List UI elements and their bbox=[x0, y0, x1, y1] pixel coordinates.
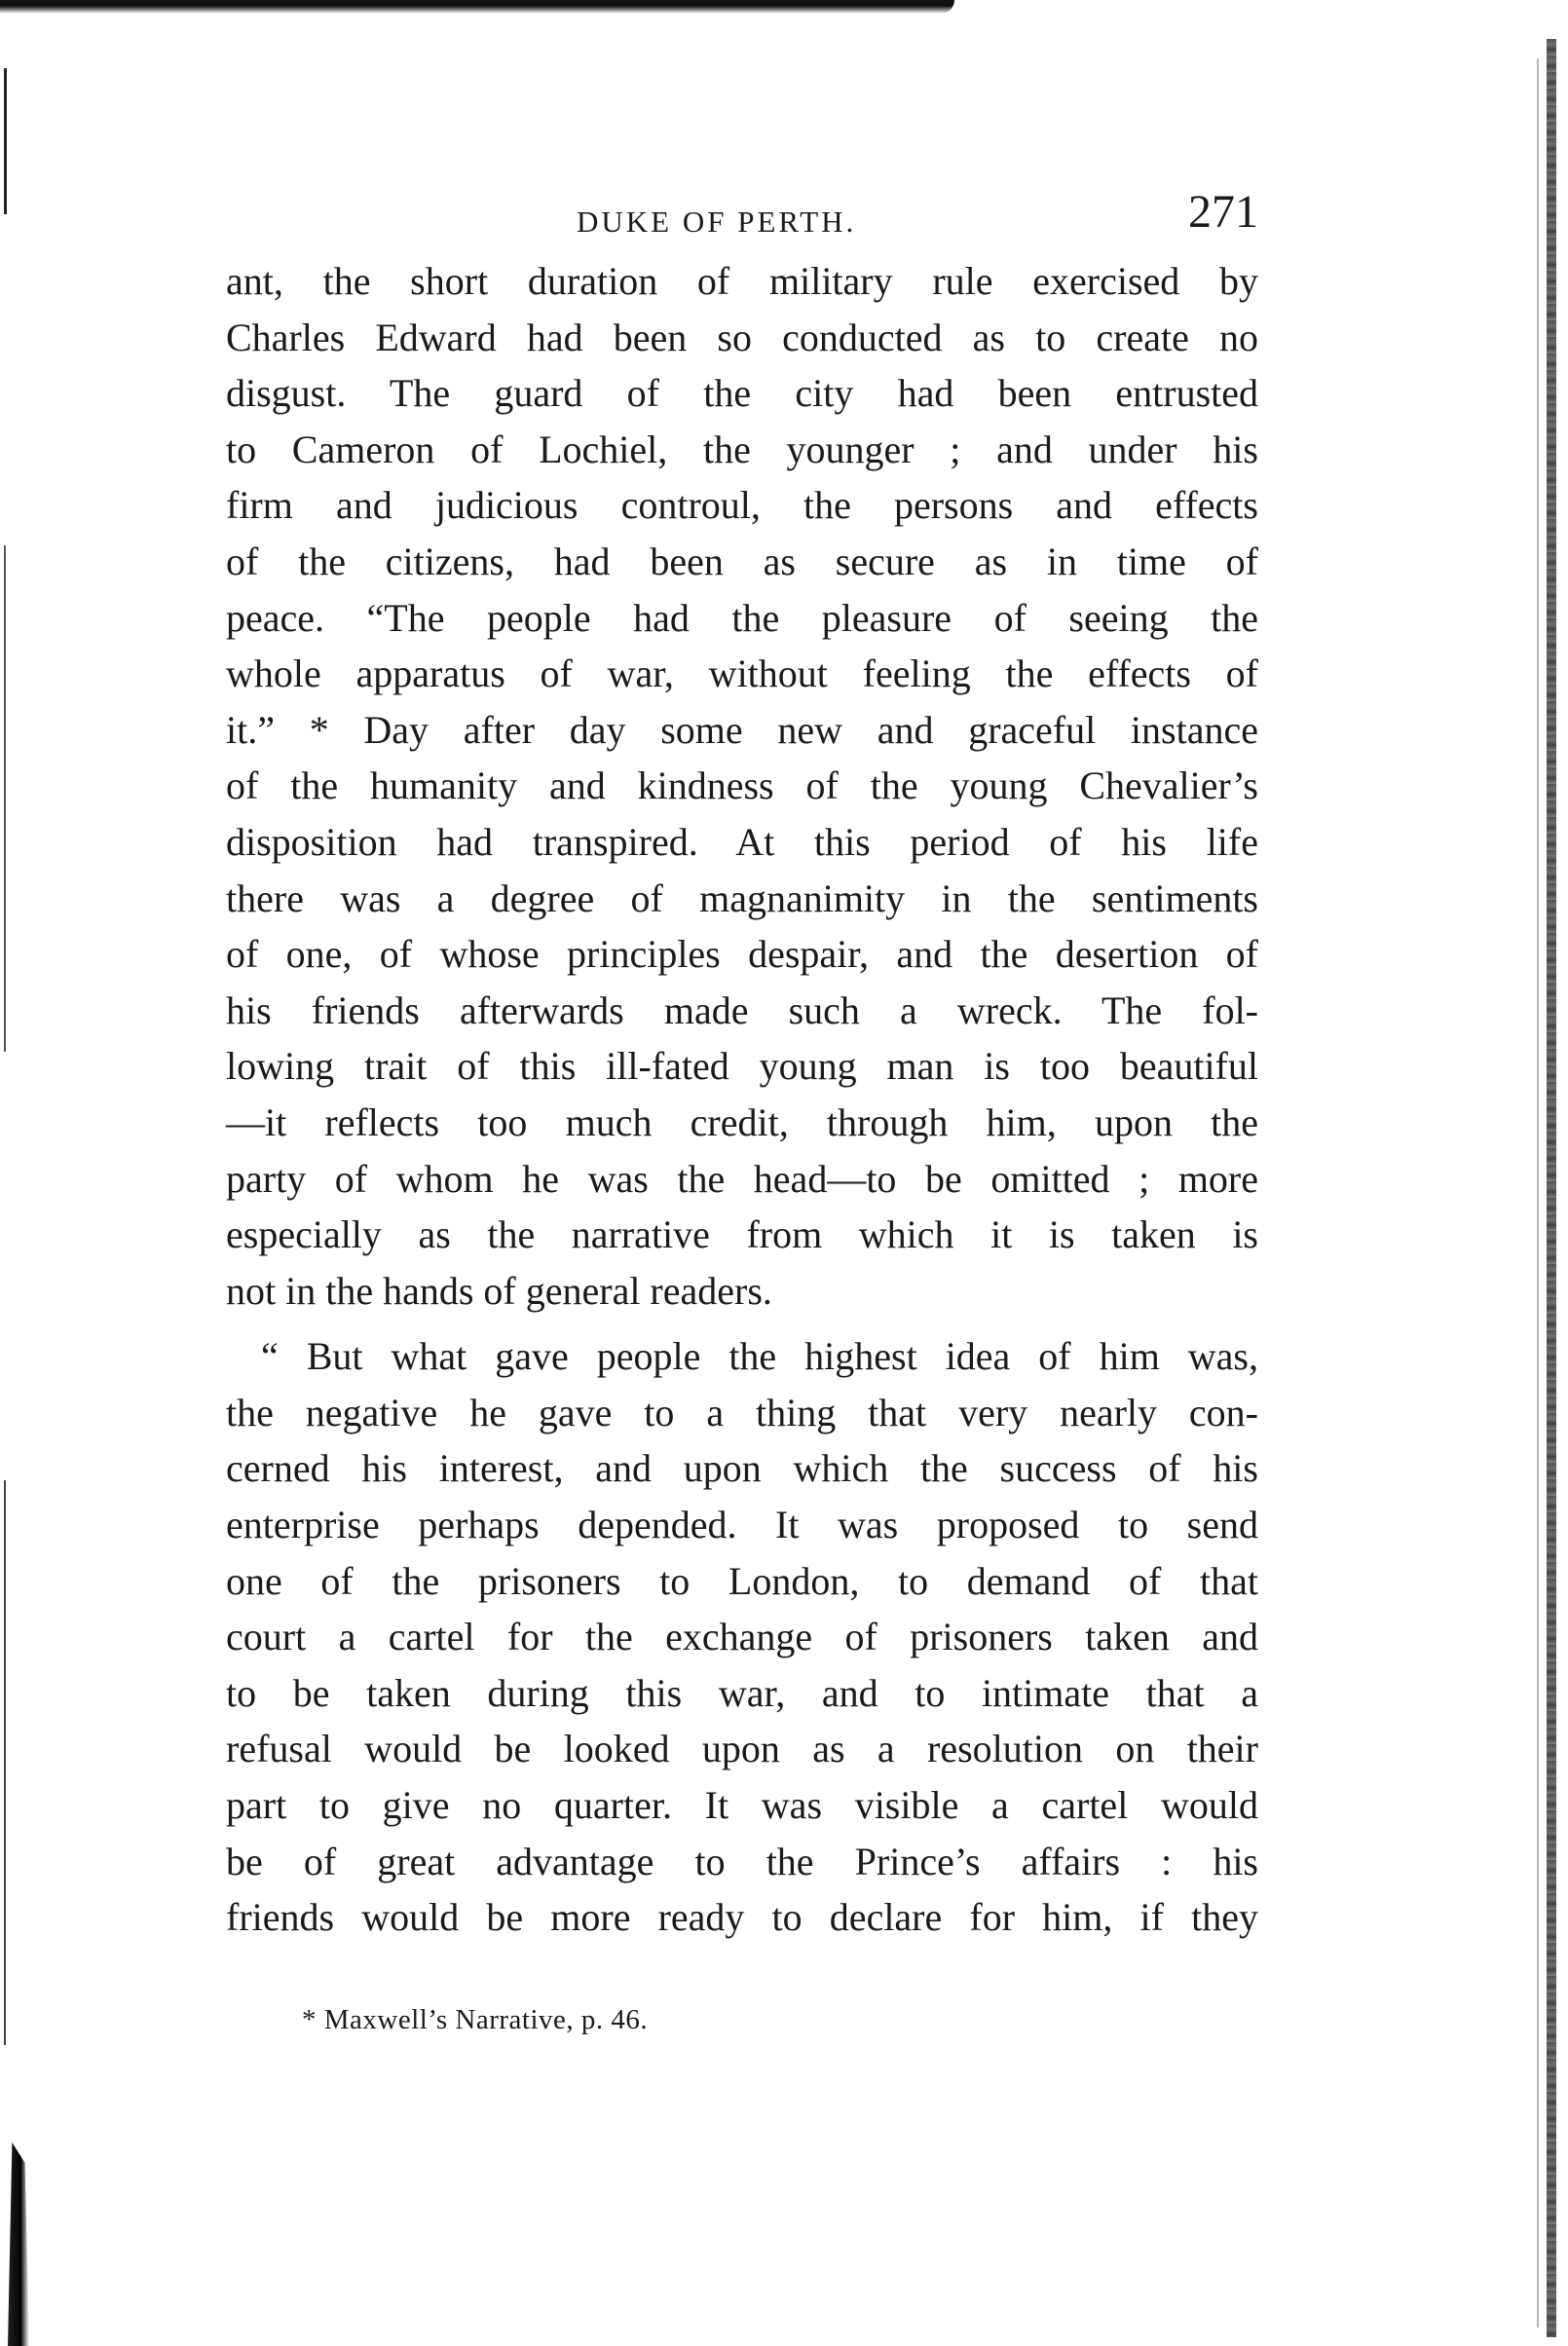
scan-right-edge-line bbox=[1537, 58, 1539, 2327]
scan-left-edge-line bbox=[4, 545, 6, 1052]
text-line: disgust. The guard of the city had been entrusted bbox=[226, 371, 1258, 416]
text-line: court a cartel for the exchange of prisoners taken and bbox=[226, 1615, 1258, 1659]
book-page bbox=[226, 185, 1258, 1946]
text-line: to be taken during this war, and to intimate that a bbox=[226, 1670, 1258, 1715]
scan-top-edge-shadow bbox=[0, 0, 954, 14]
text-line: whole apparatus of war, without feeling the effects of bbox=[226, 652, 1258, 696]
paragraph bbox=[226, 253, 1258, 1319]
text-line: part to give no quarter. It was visible a cartel would bbox=[226, 1783, 1258, 1828]
text-line: especially as the narrative from which it is taken is bbox=[226, 1212, 1258, 1257]
text-line: lowing trait of this ill-fated young man is too beautiful bbox=[226, 1044, 1258, 1089]
text-line: not in the hands of general readers. bbox=[226, 1268, 772, 1313]
text-line: “ But what gave people the highest idea of him was, bbox=[261, 1334, 1258, 1379]
text-line: it.” * Day after day some new and graceful instance bbox=[226, 707, 1258, 752]
body-text bbox=[226, 253, 1258, 1946]
text-line: there was a degree of magnanimity in the sentiments bbox=[226, 875, 1258, 920]
text-line: refusal would be looked upon as a resolution on their bbox=[226, 1727, 1258, 1771]
text-line: to Cameron of Lochiel, the younger ; and under his bbox=[226, 427, 1258, 471]
text-line: one of the prisoners to London, to demand of that bbox=[226, 1558, 1258, 1603]
scan-right-edge-binding bbox=[1547, 39, 1556, 2337]
text-line: disposition had transpired. At this period of his life bbox=[226, 819, 1258, 864]
scan-left-edge-line bbox=[4, 1480, 6, 2045]
text-line: firm and judicious controul, the persons and effects bbox=[226, 483, 1258, 528]
text-line: enterprise perhaps depended. It was proposed to send bbox=[226, 1503, 1258, 1547]
scan-left-edge-line bbox=[4, 68, 7, 214]
text-line: be of great advantage to the Prince’s affairs : his bbox=[226, 1839, 1258, 1883]
text-line: of the citizens, had been as secure as in time of bbox=[226, 539, 1258, 583]
text-line: —it reflects too much credit, through him, upon the bbox=[226, 1099, 1258, 1144]
page-number: 271 bbox=[1188, 186, 1258, 238]
text-line: party of whom he was the head—to be omitted ; more bbox=[226, 1156, 1258, 1201]
text-line: Charles Edward had been so conducted as to create no bbox=[226, 315, 1258, 359]
text-line: the negative he gave to a thing that very nearly con- bbox=[226, 1390, 1258, 1434]
running-head: DUKE OF PERTH. bbox=[577, 205, 857, 239]
text-line: cerned his interest, and upon which the success of his bbox=[226, 1446, 1258, 1491]
text-line: ant, the short duration of military rule exercised by bbox=[226, 259, 1258, 303]
scan-left-edge-shadow bbox=[8, 2142, 29, 2346]
page-header bbox=[226, 185, 1258, 253]
text-line: friends would be more ready to declare for him, if they bbox=[226, 1895, 1258, 1940]
text-line: of one, of whose principles despair, and the desertion of bbox=[226, 932, 1258, 977]
text-line: peace. “The people had the pleasure of seeing the bbox=[226, 595, 1258, 640]
paragraph bbox=[226, 1328, 1258, 1946]
footnote: * Maxwell’s Narrative, p. 46. bbox=[302, 2004, 649, 2035]
text-line: of the humanity and kindness of the young Chevalier’s bbox=[226, 763, 1258, 808]
text-line: his friends afterwards made such a wreck. The fol- bbox=[226, 987, 1258, 1032]
scan-top-left-curl bbox=[0, 0, 136, 93]
